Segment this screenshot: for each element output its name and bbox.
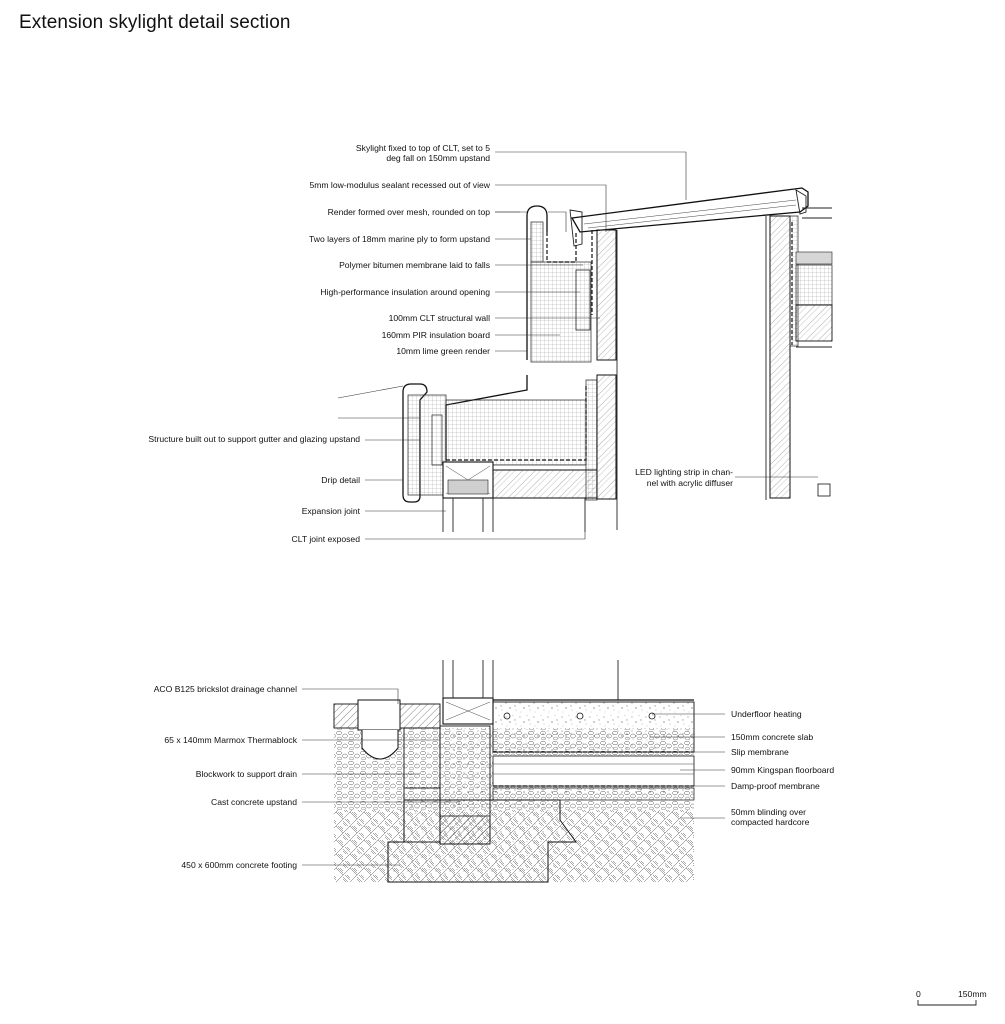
label-skylight-1: Skylight fixed to top of CLT, set to 5 bbox=[355, 143, 490, 153]
clt-wall-left bbox=[597, 230, 616, 360]
blockwork bbox=[404, 728, 440, 842]
concrete-slab bbox=[493, 702, 694, 752]
label-clt-wall: 100mm CLT structural wall bbox=[388, 313, 490, 323]
label-clt-joint: CLT joint exposed bbox=[291, 534, 360, 544]
label-cast-upstand: Cast concrete upstand bbox=[211, 797, 297, 807]
label-skylight-2: deg fall on 150mm upstand bbox=[386, 153, 490, 163]
label-marmox: 65 x 140mm Marmox Thermablock bbox=[164, 735, 297, 745]
label-led-strip-2: nel with acrylic diffuser bbox=[646, 478, 733, 488]
scale-end: 150mm bbox=[958, 989, 987, 999]
drainage-channel bbox=[358, 700, 400, 730]
label-slip-membrane: Slip membrane bbox=[731, 747, 789, 757]
label-blockwork: Blockwork to support drain bbox=[195, 769, 297, 779]
label-marine-ply: Two layers of 18mm marine ply to form upstand bbox=[308, 234, 490, 244]
label-blinding-1: 50mm blinding over bbox=[731, 807, 806, 817]
label-pir-board: 160mm PIR insulation board bbox=[381, 330, 490, 340]
label-expansion-joint: Expansion joint bbox=[301, 506, 360, 516]
label-render-mesh: Render formed over mesh, rounded on top bbox=[327, 207, 490, 217]
label-kingspan: 90mm Kingspan floorboard bbox=[731, 765, 835, 775]
label-dpm: Damp-proof membrane bbox=[731, 781, 820, 791]
kingspan-floorboard bbox=[493, 756, 694, 786]
label-structure-built-out: Structure built out to support gutter and glazing upstand bbox=[148, 434, 360, 444]
clt-wall-right bbox=[770, 216, 790, 498]
lower-right-labels bbox=[731, 709, 834, 827]
label-sealant: 5mm low-modulus sealant recessed out of view bbox=[309, 180, 490, 190]
page-title: Extension skylight detail section bbox=[19, 12, 291, 33]
scale-start: 0 bbox=[916, 989, 921, 999]
scale-bar bbox=[916, 989, 987, 1005]
lower-detail bbox=[334, 660, 694, 882]
label-footing: 450 x 600mm concrete footing bbox=[181, 860, 297, 870]
label-concrete-slab: 150mm concrete slab bbox=[731, 732, 814, 742]
lower-left-labels bbox=[154, 684, 298, 870]
label-blinding-2: compacted hardcore bbox=[731, 817, 810, 827]
label-underfloor-heating: Underfloor heating bbox=[731, 709, 802, 719]
label-led-strip-1: LED lighting strip in chan- bbox=[635, 467, 733, 477]
label-bitumen-membrane: Polymer bitumen membrane laid to falls bbox=[339, 260, 490, 270]
label-lime-render: 10mm lime green render bbox=[396, 346, 490, 356]
label-aco-channel: ACO B125 brickslot drainage channel bbox=[153, 684, 297, 694]
label-insulation-opening: High-performance insulation around opening bbox=[320, 287, 490, 297]
label-drip-detail: Drip detail bbox=[321, 475, 360, 485]
clt-wall-left-lower bbox=[597, 375, 616, 499]
